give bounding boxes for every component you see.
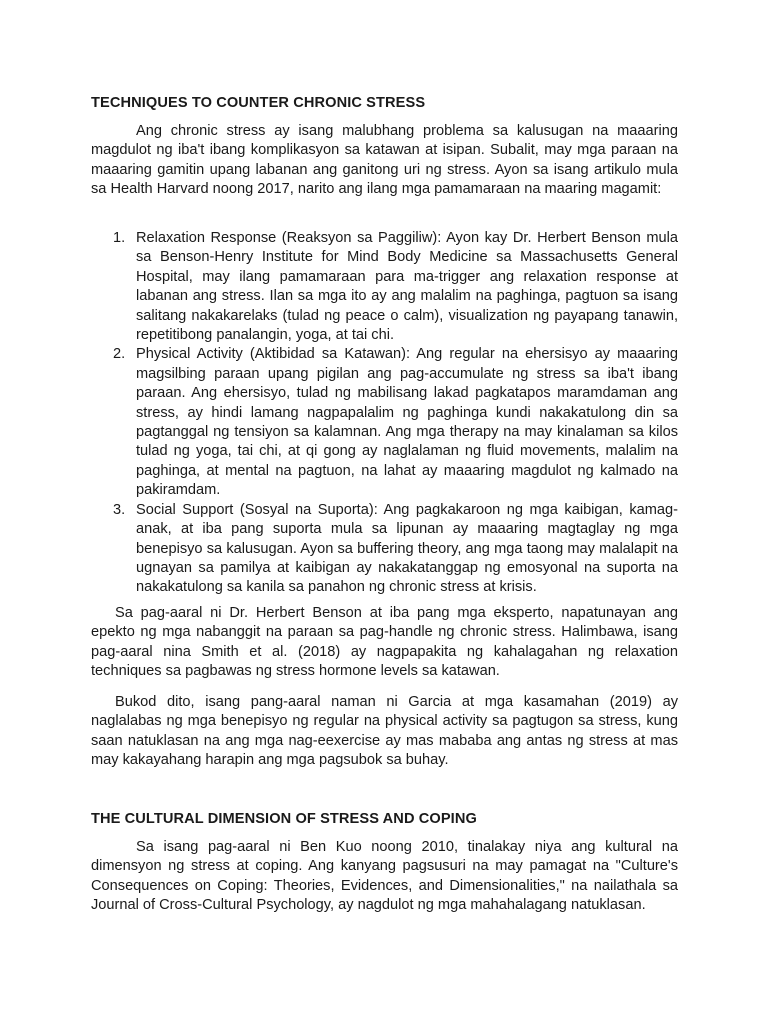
list-item	[91, 229, 678, 345]
list-number: 3.	[113, 501, 126, 518]
kuo-paragraph: Sa isang pag-aaral ni Ben Kuo noong 2010, tinalakay niya ang kultural na dimensyon ng stress at coping. Ang kanyang pagsusuri na may pamagat na "Culture's Consequences on Coping: Theories, Evidences, and Dimensionalities," na nailathala sa Journal of Cross-Cultural Psychology, ay nagdulot ng mga mahahalagang natuklasan.	[91, 839, 678, 914]
list-item-text: Social Support (Sosyal na Suporta): Ang pagkakaroon ng mga kaibigan, kamag-anak, at iba pang suporta mula sa lipunan ay maaaring magtaglay ng mga benepisyo sa kalusugan. Ayon sa buffering theory, ang mga taong may malalapit na ugnayan sa pamilya at kaibigan ay nakakatanggap ng emosyonal na suporta na nakakatulong sa kanila sa panahon ng chronic stress at krisis.	[136, 501, 678, 596]
intro-paragraph: Ang chronic stress ay isang malubhang problema sa kalusugan na maaaring magdulot ng iba't ibang komplikasyon sa katawan at isipan. Subalit, may mga paraan na maaaring gamitin upang labanan ang ganitong uri ng stress. Ayon sa isang artikulo mula sa Health Harvard noong 2017, narito ang ilang mga pamamaraan na maaring magamit:	[91, 123, 678, 198]
list-item	[91, 501, 678, 598]
benson-paragraph: Sa pag-aaral ni Dr. Herbert Benson at iba pang mga eksperto, napatunayan ang epekto ng mga nabanggit na paraan sa pag-handle ng chronic stress. Halimbawa, isang pag-aaral nina Smith et al. (2018) ay nagpapakita ng kahalagahan ng relaxation techniques sa pagbawas ng stress hormone levels sa katawan.	[91, 605, 678, 680]
section-heading-cultural: THE CULTURAL DIMENSION OF STRESS AND COPING	[91, 811, 477, 827]
list-number: 2.	[113, 346, 126, 363]
garcia-paragraph: Bukod dito, isang pang-aaral naman ni Garcia at mga kasamahan (2019) ay naglalabas ng mga benepisyo ng regular na physical activity sa pagtugon sa stress, kung saan natuklasan na ang mga nag-eexercise ay mas mababa ang antas ng stress at mas may kakayahang harapin ang mga pagsubok sa buhay.	[91, 694, 678, 769]
section-heading-techniques: TECHNIQUES TO COUNTER CHRONIC STRESS	[91, 95, 426, 111]
list-number: 1.	[113, 230, 126, 246]
list-item-text: Relaxation Response (Reaksyon sa Paggiliw): Ayon kay Dr. Herbert Benson mula sa Benson-Henry Institute for Mind Body Medicine sa Massachusetts General Hospital, may ilang pamamaraan para ma-trigger ang relaxation response at labanan ang stress. Ilan sa mga ito ay ang malalim na paghinga, pagtuon sa isang salitang nakakarelaks (tulad ng peace o calm), visualization ng payapang tanawin, repetitibong panalangin, yoga, at tai chi.	[136, 230, 678, 344]
techniques-list	[91, 229, 678, 598]
list-item-text: Physical Activity (Aktibidad sa Katawan): Ang regular na ehersisyo ay maaaring magsilbing paraan upang pigilan ang pag-accumulate ng stress sa iba't ibang paraan. Ang ehersisyo, tulad ng mabilisang lakad pagkatapos maramdaman ang stress, ay hindi lamang nagpapalalim ng paghinga kundi nakakatulong din sa pagtanggal ng tensiyon sa kalamnan. Ang mga therapy na may kinalaman sa kilos tulad ng yoga, tai chi, at qi gong ay naglalaman ng fluid movements, malalim na paghinga, at mental na pagtuon, na lahat ay maaaring magdulot ng kalmado na pakiramdam.	[136, 346, 678, 499]
list-item	[91, 345, 678, 500]
